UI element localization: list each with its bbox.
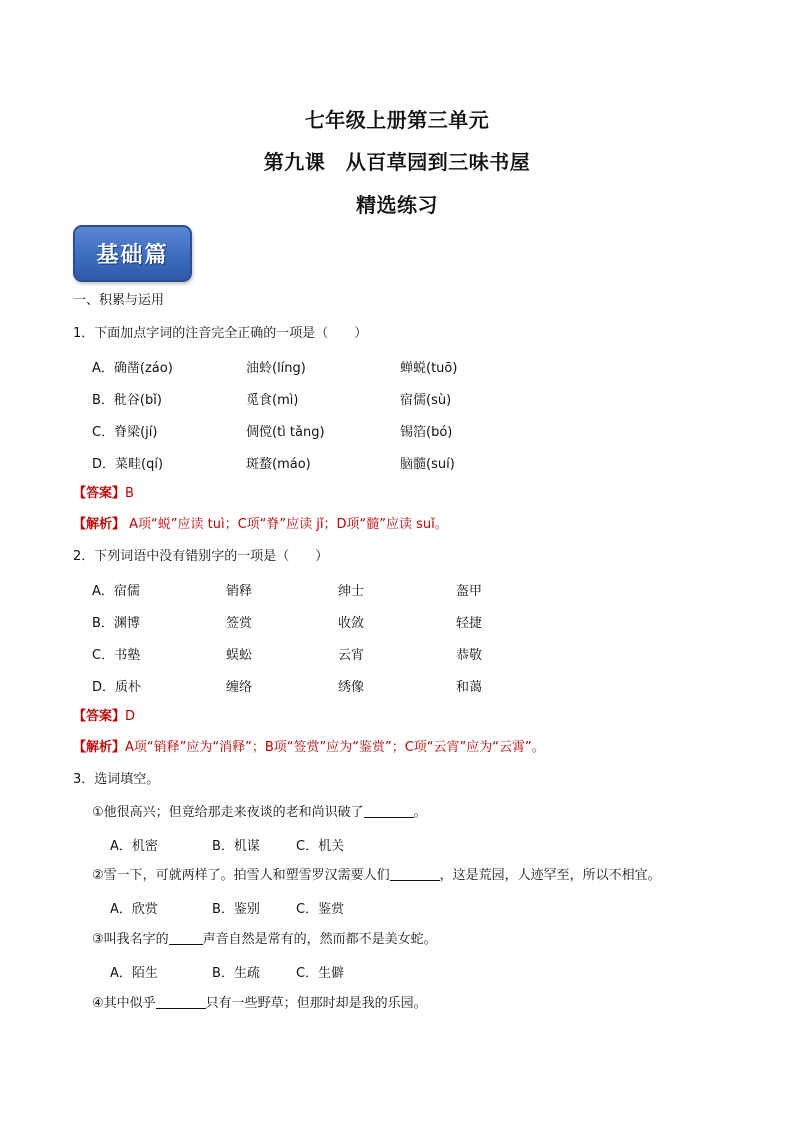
q2-option-c4: 恭敬 [456,648,483,663]
section-badge [73,225,192,282]
q1-option-a2: 油蛉(líng) [246,361,306,376]
q2-option-d2: 缠络 [226,680,253,695]
q1-option-c3: 锡箔(bó) [400,425,453,440]
badge-label: 基础篇 [96,242,169,268]
q2-answer-value: D [125,709,136,724]
q3-item-1-choice-c: C．机关 [296,839,345,854]
q2-option-c2: 蜈蚣 [226,648,253,663]
q2-option-c1: C．书塾 [92,648,141,663]
q2-option-b3: 收敛 [338,616,365,631]
q1-option-b2: 觅食(mì) [246,393,299,408]
q3-item-3-pre: ③叫我名字的 [92,932,169,947]
q3-item-3-choice-a: A．陌生 [110,966,158,981]
q3-item-3-blank [169,930,203,945]
q1-option-d2: 斑蝥(máo) [246,457,311,472]
q2-option-a4: 盔甲 [456,584,483,599]
q2-option-b1: B．渊博 [92,616,140,631]
q3-item-1-post: 。 [413,805,427,820]
q2-answer [73,708,135,726]
q1-option-a1: A．确凿(záo) [92,361,173,376]
q3-item-3-choice-c: C．生僻 [296,966,345,981]
q2-option-a3: 绅士 [338,584,365,599]
q3-item-1 [92,803,427,822]
q1-answer-label: 【答案】 [73,486,126,501]
q2-analysis-text: A项“销释”应为“消释”；B项“签赏”应为“鉴赏”；C项“云宵”应为“云霄”。 [125,740,545,755]
q1-analysis-text: A项“蜕”应读 tuì；C项“脊”应读 jǐ；D项“髓”应读 suǐ。 [125,517,448,532]
q2-option-d4: 和蔼 [456,680,483,695]
q2-option-a1: A．宿儒 [92,584,140,599]
lesson-title: 第九课 从百草园到三味书屋 [263,150,531,174]
unit-title: 七年级上册第三单元 [304,108,490,132]
q3-item-1-blank [364,803,414,818]
q3-item-2 [92,866,661,885]
q3-item-4-blank [156,994,206,1009]
q2-option-b2: 签赏 [226,616,253,631]
q1-option-c2: 倜傥(tì tǎng) [246,425,325,440]
q3-item-3-choice-b: B．生疏 [212,966,260,981]
q1-option-d3: 脑髓(suí) [400,457,455,472]
q1-option-b1: B．秕谷(bǐ) [92,393,162,408]
q1-option-c1: C．脊梁(jí) [92,425,158,440]
q3-item-2-choice-b: B．鉴别 [212,902,260,917]
q2-option-c3: 云宵 [338,648,365,663]
q3-item-4 [92,994,427,1013]
q2-answer-label: 【答案】 [73,709,126,724]
q1-analysis [73,516,448,534]
q3-item-3 [92,930,437,949]
q1-stem: 1．下面加点字词的注音完全正确的一项是（ ） [73,326,368,341]
q3-item-2-blank [390,866,440,881]
q1-analysis-label: 【解析】 [73,517,126,532]
q3-item-1-choice-a: A．机密 [110,839,158,854]
q2-analysis [73,739,545,757]
q2-stem: 2．下列词语中没有错别字的一项是（ ） [73,549,329,564]
q3-item-4-pre: ④其中似乎 [92,996,156,1011]
q3-item-1-pre: ①他很高兴；但竟给那走来夜谈的老和尚识破了 [92,805,364,820]
q3-stem: 3．选词填空。 [73,772,160,787]
q1-answer-value: B [125,486,134,501]
q2-analysis-label: 【解析】 [73,740,126,755]
q1-option-b3: 宿儒(sù) [400,393,452,408]
section-heading: 一、积累与运用 [73,293,165,308]
q2-option-d3: 绣像 [338,680,365,695]
q3-item-2-pre: ②雪一下，可就两样了。拍雪人和塑雪罗汉需要人们 [92,868,390,883]
q2-option-b4: 轻捷 [456,616,483,631]
q3-item-2-post: ，这是荒园，人迹罕至，所以不相宜。 [439,868,661,883]
q3-item-3-post: 声音自然是常有的，然而都不是美女蛇。 [202,932,437,947]
q2-option-d1: D．质朴 [92,680,142,695]
q3-item-4-post: 只有一些野草；但那时却是我的乐园。 [205,996,427,1011]
q3-item-2-choice-c: C．鉴赏 [296,902,345,917]
q3-item-2-choice-a: A．欣赏 [110,902,158,917]
q1-option-a3: 蝉蜕(tuō) [400,361,458,376]
q1-answer [73,485,134,503]
q3-item-1-choice-b: B．机谋 [212,839,260,854]
practice-title: 精选练习 [356,193,438,217]
q1-option-d1: D．菜畦(qí) [92,457,164,472]
q2-option-a2: 销释 [226,584,253,599]
